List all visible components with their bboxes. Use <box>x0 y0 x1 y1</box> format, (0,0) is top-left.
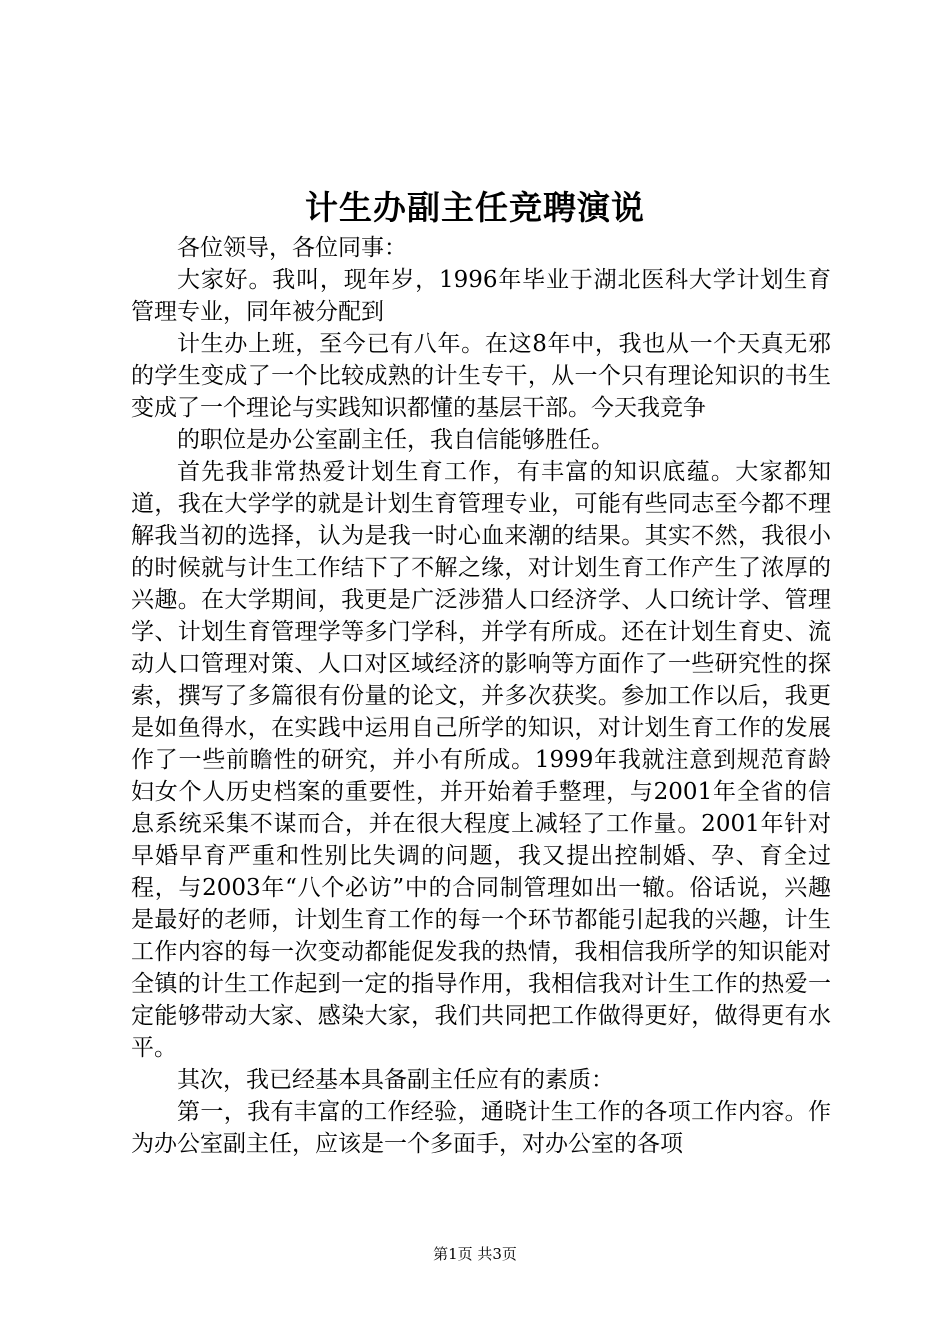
paragraph: 各位领导，各位同事： <box>177 235 407 261</box>
paragraph: 其次，我已经基本具备副主任应有的素质： <box>177 1067 614 1093</box>
paragraph: 大家好。我叫，现年岁，1996年毕业于湖北医科大学计划生育管理专业，同年被分配到 <box>131 267 831 325</box>
paragraph: 首先我非常热爱计划生育工作，有丰富的知识底蕴。大家都知道，我在大学学的就是计划生育管理专业，可能有些同志至今都不理解我当初的选择，认为是我一时心血来潮的结果。其实不然，我很小的时候就与计生工作结下了不解之缘，对计划生育工作产生了浓厚的兴趣。在大学期间，我更是广泛涉猎人口经济学、人口统计学、管理学、计划生育管理学等多门学科，并学有所成。还在计划生育史、流动人口管理对策、人口对区域经济的影响等方面作了一些研究性的探索，撰写了多篇很有份量的论文，并多次获奖。参加工作以后，我更是如鱼得水，在实践中运用自己所学的知识，对计划生育工作的发展作了一些前瞻性的研究，并小有所成。1999年我就注意到规范育龄妇女个人历史档案的重要性，并开始着手整理，与2001年全省的信息系统采集不谋而合，并在很大程度上减轻了工作量。2001年针对早婚早育严重和性别比失调的问题，我又提出控制婚、孕、育全过程，与2003年“八个必访”中的合同制管理如出一辙。俗话说，兴趣是最好的老师，计划生育工作的每一个环节都能引起我的兴趣，计生工作内容的每一次变动都能促发我的热情，我相信我所学的知识能对全镇的计生工作起到一定的指导作用，我相信我对计生工作的热爱一定能够带动大家、感染大家，我们共同把工作做得更好，做得更有水平。 <box>131 459 831 1061</box>
page-footer: 第1页 共3页 <box>433 1245 517 1263</box>
paragraph: 的职位是办公室副主任，我自信能够胜任。 <box>177 427 614 453</box>
document-title: 计生办副主任竞聘演说 <box>305 188 645 227</box>
paragraph: 第一，我有丰富的工作经验，通晓计生工作的各项工作内容。作为办公室副主任，应该是一个多面手，对办公室的各项 <box>131 1099 831 1157</box>
paragraph: 计生办上班，至今已有八年。在这8年中，我也从一个天真无邪的学生变成了一个比较成熟的计生专干，从一个只有理论知识的书生变成了一个理论与实践知识都懂的基层干部。今天我竞争 <box>131 331 831 421</box>
document-body <box>131 232 831 1160</box>
